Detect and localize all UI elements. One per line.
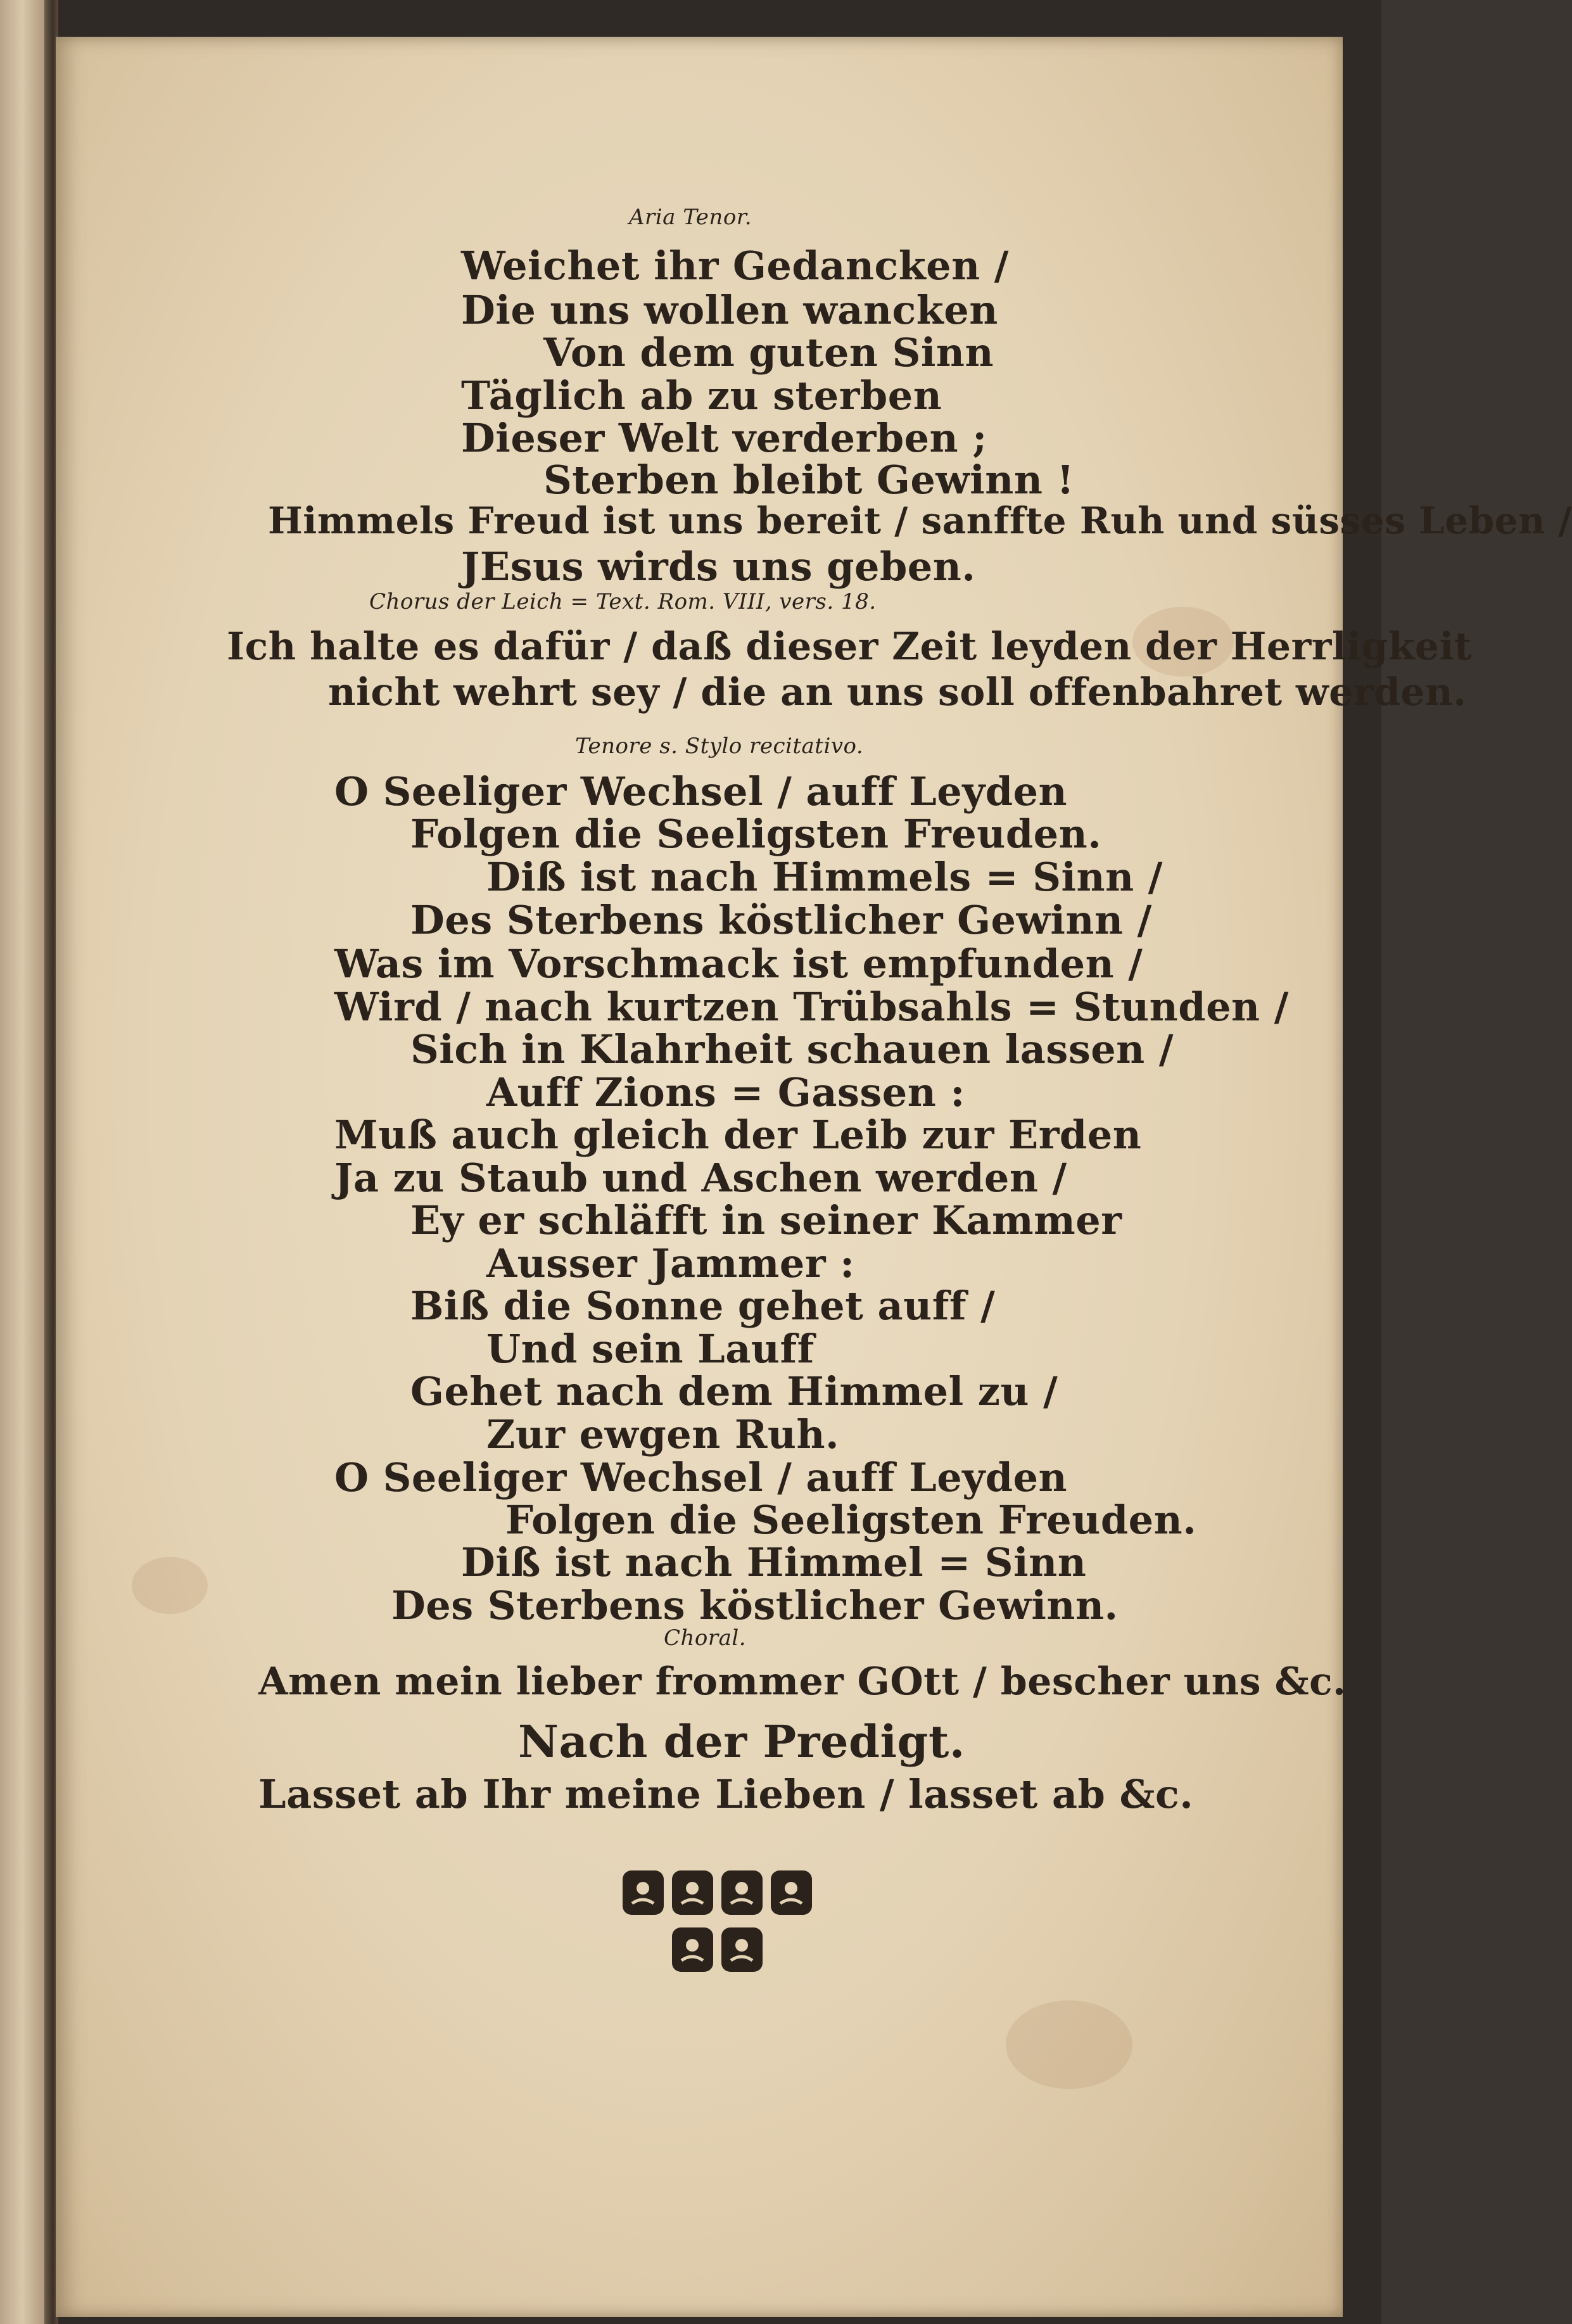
- tenore-line: Was im Vorschmack ist empfunden /: [334, 941, 1143, 987]
- aria-line: Von dem guten Sinn: [543, 329, 994, 376]
- tenore-line: Auff Zions = Gassen :: [486, 1069, 965, 1115]
- tenore-line: Diß ist nach Himmel = Sinn: [461, 1539, 1087, 1585]
- aria-line: Die uns wollen wancken: [461, 287, 998, 333]
- aria-line: Sterben bleibt Gewinn !: [543, 457, 1075, 503]
- tenore-heading: Tenore s. Stylo recitativo.: [575, 733, 864, 759]
- tenore-line: O Seeliger Wechsel / auff Leyden: [334, 768, 1068, 815]
- tenore-line: Folgen die Seeligsten Freuden.: [505, 1497, 1197, 1543]
- tenore-line: Diß ist nach Himmels = Sinn /: [486, 854, 1163, 900]
- aria-line: Himmels Freud ist uns bereit / sanffte Ruh und süsses Leben /: [268, 499, 1572, 542]
- printed-page: [56, 37, 1572, 2317]
- tenore-line: Ja zu Staub und Aschen werden /: [334, 1155, 1067, 1201]
- predigt-line: Lasset ab Ihr meine Lieben / lasset ab &c.: [258, 1771, 1194, 1817]
- tenore-line: Sich in Klahrheit schauen lassen /: [410, 1026, 1174, 1072]
- foxing-stain: [132, 1557, 208, 1614]
- chorus-line: nicht wehrt sey / die an uns soll offenbahret werden.: [328, 670, 1467, 714]
- tenore-line: Biß die Sonne gehet auff /: [410, 1283, 996, 1329]
- printers-ornament-icon: [616, 1864, 819, 2003]
- left-page-edge: [0, 0, 49, 2324]
- choral-line: Amen mein lieber frommer GOtt / bescher uns &c.: [258, 1660, 1347, 1704]
- tenore-line: Ausser Jammer :: [486, 1240, 855, 1286]
- aria-line: Weichet ihr Gedancken /: [461, 243, 1009, 289]
- chorus-line: Ich halte es dafür / daß dieser Zeit leyden der Herrligkeit: [227, 625, 1473, 669]
- tenore-line: Muß auch gleich der Leib zur Erden: [334, 1112, 1142, 1158]
- choral-heading: Choral.: [664, 1625, 747, 1651]
- tenore-line: Folgen die Seeligsten Freuden.: [410, 811, 1102, 857]
- tenore-line: Wird / nach kurtzen Trübsahls = Stunden /: [334, 984, 1289, 1030]
- tenore-line: Und sein Lauff: [486, 1326, 815, 1372]
- predigt-heading: Nach der Predigt.: [518, 1715, 965, 1768]
- tenore-line: O Seeliger Wechsel / auff Leyden: [334, 1454, 1068, 1501]
- tenore-line: Zur ewgen Ruh.: [486, 1411, 840, 1457]
- foxing-stain: [1006, 2000, 1132, 2089]
- tenore-line: Des Sterbens köstlicher Gewinn /: [410, 897, 1152, 943]
- chorus-heading: Chorus der Leich = Text. Rom. VIII, vers. 18.: [369, 589, 877, 614]
- aria-heading: Aria Tenor.: [629, 205, 752, 230]
- tenore-line: Des Sterbens köstlicher Gewinn.: [391, 1582, 1119, 1629]
- tenore-line: Ey er schläfft in seiner Kammer: [410, 1197, 1122, 1243]
- aria-line: JEsus wirds uns geben.: [461, 543, 976, 590]
- aria-line: Dieser Welt verderben ;: [461, 415, 987, 461]
- aria-line: Täglich ab zu sterben: [461, 372, 942, 419]
- tenore-line: Gehet nach dem Himmel zu /: [410, 1368, 1058, 1414]
